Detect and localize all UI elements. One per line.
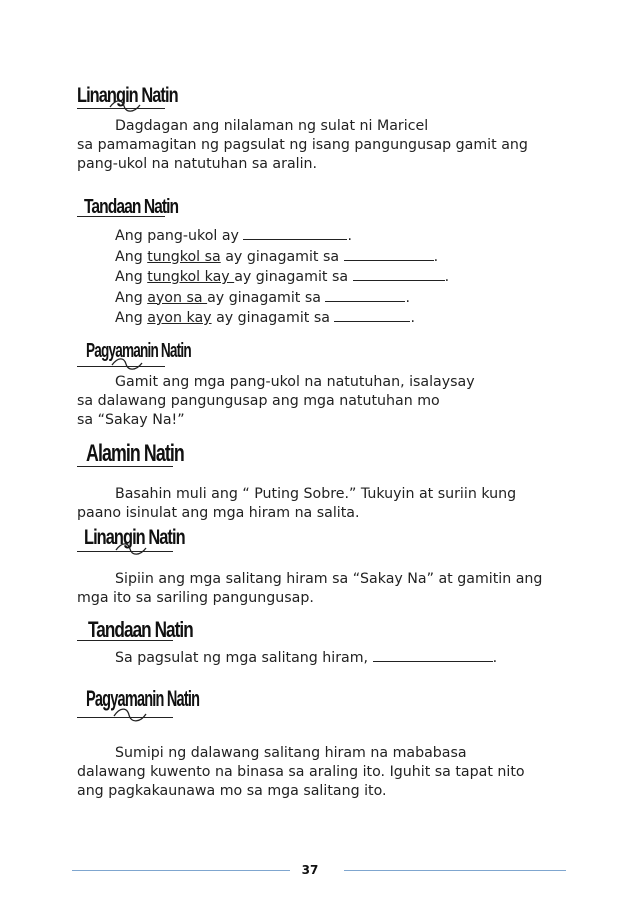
rule-text: Ang — [115, 269, 148, 285]
heading-underline — [77, 216, 165, 217]
rule-text: ay ginagamit sa — [234, 269, 353, 285]
paragraph-line: sa pamamagitan ng pagsulat ng isang pangungusap gamit ang — [77, 137, 528, 153]
rules-list — [115, 226, 449, 329]
rule-text: ay ginagamit sa — [211, 310, 335, 326]
answer-blank — [334, 308, 410, 322]
section-alamin — [86, 440, 218, 468]
swirl-ornament-icon — [114, 541, 148, 557]
paragraph — [77, 485, 516, 523]
rule-text: ay ginagamit sa — [207, 289, 326, 306]
section-heading: Alamin Natin — [86, 440, 184, 467]
rule-text: Ang — [115, 289, 148, 306]
paragraph-line: Gamit ang mga pang-ukol na natutuhan, isalaysay — [115, 374, 475, 390]
rule-item: Ang ayon kay ay ginagamit sa . — [115, 310, 415, 326]
answer-blank — [373, 648, 493, 662]
section-linangin-2 — [84, 526, 213, 550]
rule-term: ayon sa — [147, 289, 208, 306]
paragraph: Sa pagsulat ng mga salitang hiram, . — [115, 650, 498, 666]
section-heading: Pagyamanin Natin — [86, 686, 200, 711]
answer-blank — [325, 288, 405, 302]
heading-underline — [77, 640, 173, 641]
swirl-ornament-icon — [108, 98, 142, 114]
rule-text: ay ginagamit sa — [220, 248, 344, 265]
rule-text: Ang pang-ukol ay — [115, 228, 244, 244]
rule-term: tungkol kay — [147, 269, 235, 285]
paragraph — [77, 570, 542, 608]
paragraph-line: sa “Sakay Na!” — [77, 412, 185, 428]
paragraph-line: Basahin muli ang “ Puting Sobre.” Tukuyin at suriin kung — [115, 486, 517, 502]
paragraph-line: dalawang kuwento na binasa sa araling ito. Iguhit sa tapat nito — [77, 764, 525, 780]
paragraph-line: Sumipi ng dalawang salitang hiram na mababasa — [115, 745, 467, 761]
paragraph — [77, 117, 528, 174]
section-heading: Linangin Natin — [84, 526, 185, 549]
section-heading: Linangin Natin — [77, 84, 178, 107]
footer-rule-right — [344, 870, 566, 871]
paragraph-line: pang-ukol na natutuhan sa aralin. — [77, 156, 318, 172]
paragraph-line: Sipiin ang mga salitang hiram sa “Sakay Na” at gamitin ang — [115, 571, 543, 587]
paragraph-line: sa dalawang pangungusap ang mga natutuhan mo — [77, 393, 440, 409]
paragraph-line: mga ito sa sariling pangungusap. — [77, 590, 314, 606]
rule-text: Ang — [115, 248, 148, 265]
section-heading: Tandaan Natin — [88, 617, 193, 642]
rule-term: ayon kay — [147, 310, 212, 326]
paragraph-line: ang pagkakaunawa mo sa mga salitang ito. — [77, 783, 387, 799]
rule-item: Ang pang-ukol ay . — [115, 228, 352, 244]
rule-item: Ang tungkol kay ay ginagamit sa . — [115, 269, 450, 285]
section-heading: Pagyamanin Natin — [86, 340, 191, 362]
section-heading: Tandaan Natin — [84, 196, 179, 218]
paragraph-line: paano isinulat ang mga hiram na salita. — [77, 505, 360, 521]
paragraph-line: Sa pagsulat ng mga salitang hiram, — [115, 650, 373, 666]
rule-text: Ang — [115, 310, 148, 326]
paragraph-line: Dagdagan ang nilalaman ng sulat ni Maricel — [115, 118, 429, 134]
answer-blank — [243, 226, 347, 240]
swirl-ornament-icon — [110, 356, 144, 372]
paragraph — [77, 373, 475, 430]
heading-underline — [77, 466, 173, 467]
answer-blank — [353, 267, 445, 281]
rule-term: tungkol sa — [147, 248, 221, 265]
rule-item: Ang ayon sa ay ginagamit sa . — [115, 289, 410, 306]
swirl-ornament-icon — [112, 706, 148, 724]
paragraph — [77, 744, 525, 801]
footer-rule-left — [72, 870, 290, 871]
answer-blank — [344, 247, 434, 261]
rule-item: Ang tungkol sa ay ginagamit sa . — [115, 248, 439, 265]
page-number: 37 — [301, 863, 319, 877]
